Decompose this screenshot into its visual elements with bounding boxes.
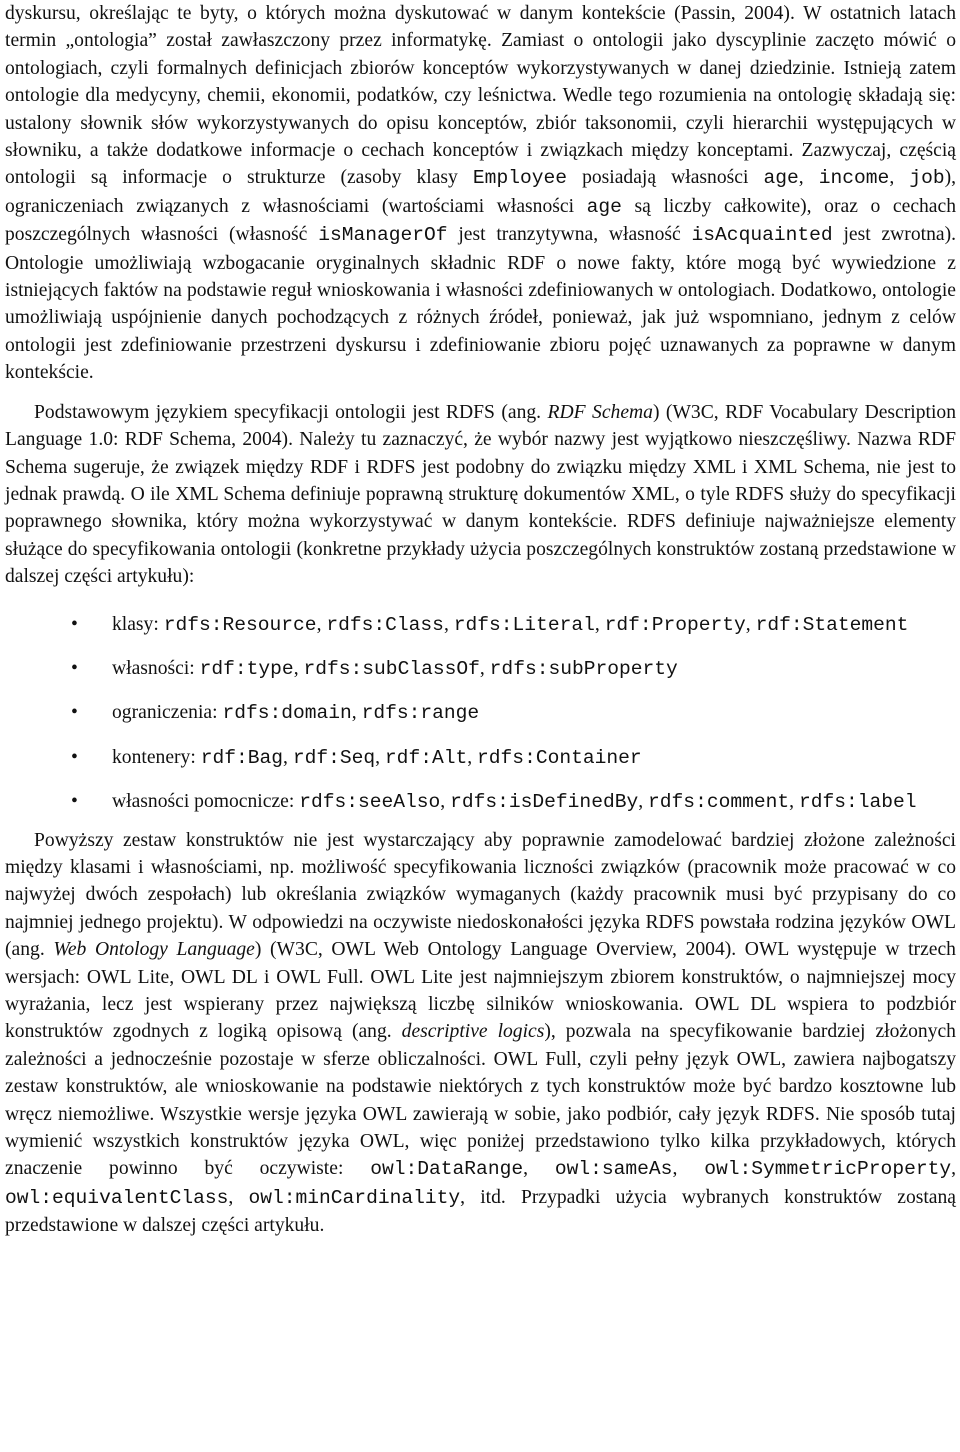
text-run: własności:	[112, 657, 200, 679]
text-run: ) (W3C, OWL Web Ontology Language Overview, 2004). OWL występuje w trzech wersjach: OWL Lite, OWL DL i OWL Full. OWL Lite jest najmniejszym zbiorem konstruktów, o najmniejszej mocy wyrażania, lecz jest wspierany przez największą liczbę silników wnioskowania. OWL DL wspiera to podzbiór konstruktów zgodnych z logiką opisową (ang.	[5, 939, 956, 1043]
bullet-marker: •	[71, 791, 78, 813]
code-term: rdf:Alt	[384, 746, 468, 769]
text-run: Powyższy zestaw konstruktów nie jest wystarczający aby poprawnie zamodelować bardziej złożone zależności między klasami i własnościami, np. możliwość specyfikowania liczności związków (pracownik może pracować w co najwyżej dwóch zespołach) lub określania związków wymaganych (każdy pracownik musi być przypisany do co najmniej jednego projektu). W odpowiedzi na oczywiste niedoskonałości języka RDFS powstała rodzina języków OWL (ang.	[5, 829, 956, 961]
text-run: , itd. Przypadki użycia wybranych konstruktów zostaną przedstawione w dalszej części artykułu.	[5, 1186, 956, 1237]
text-run: ,	[316, 613, 327, 635]
code-term: rdfs:label	[798, 791, 917, 814]
list-item-containers	[5, 744, 956, 772]
bullet-marker: •	[71, 657, 78, 679]
code-term: age	[763, 167, 799, 190]
text-run: Podstawowym językiem specyfikacji ontologii jest RDFS (ang.	[34, 401, 548, 423]
code-term: rdfs:subClassOf	[303, 657, 480, 680]
text-run: ,	[283, 746, 293, 768]
text-run: ) (W3C, RDF Vocabulary Description Language 1.0: RDF Schema, 2004). Należy tu zaznaczyć, że wybór nazwy jest wyjątkowo nieszczęśliwy. Nazwa RDF Schema sugeruje, że związek między RDF i RDFS jest podobny do związku między XML i XML Schema, nie jest to jednak prawdą. O ile XML Schema definiuje poprawną strukturę dokumentów XML, o tyle RDFS służy do specyfikacji poprawnego słownika, który można wykorzystywać w danym kontekście. RDFS definiuje najważniejsze elementy służące do specyfikowania ontologii (konkretne przykłady użycia poszczególnych konstruktów zostaną przedstawione w dalszej części artykułu):	[5, 401, 957, 588]
text-run: ,	[228, 1186, 249, 1208]
code-term: rdfs:isDefinedBy	[450, 791, 639, 814]
text-run: są liczby całkowite), oraz o cechach poszczególnych własności (własność	[5, 195, 956, 246]
code-term: rdfs:Class	[326, 613, 444, 636]
list-item-utility-properties	[5, 788, 956, 816]
italic-term: Web Ontology Language	[53, 939, 255, 961]
text-run: ,	[672, 1158, 705, 1180]
code-term: rdfs:seeAlso	[299, 791, 441, 814]
text-run: ograniczenia:	[112, 702, 223, 724]
code-term: job	[909, 167, 945, 190]
code-term: owl:DataRange	[370, 1158, 524, 1181]
list-item-text	[112, 791, 917, 812]
text-run: ,	[745, 613, 756, 635]
code-term: rdf:Bag	[200, 746, 284, 769]
code-term: rdfs:range	[361, 702, 480, 725]
text-run: klasy:	[112, 613, 164, 635]
code-term: rdfs:domain	[222, 702, 352, 725]
text-run: ,	[889, 167, 910, 189]
text-run: ,	[798, 167, 819, 189]
text-run: ,	[443, 613, 454, 635]
text-run: ), pozwala na specyfikowanie bardziej złożonych zależności a jednocześnie pozostaje w sferze obliczalności. OWL Full, czyli pełny język OWL, zawiera najbogatszy zestaw konstruktów, ale wnioskowanie na podstawie niektórych z tych konstruktów może być bardzo kosztowne lub wręcz niemożliwe. Wszystkie wersje języka OWL zawierają w sobie, jako podbiór, cały język RDFS. Nie sposób tutaj wymienić wszystkich konstruktów języka OWL, więc poniżej przedstawiono tylko kilka przykładowych, których znaczenie powinno być oczywiste:	[5, 1021, 956, 1180]
list-item-text	[112, 658, 678, 679]
text-run: ,	[375, 746, 385, 768]
code-term: rdf:type	[199, 657, 294, 680]
code-term: isManagerOf	[318, 224, 448, 247]
code-term: rdf:Seq	[292, 746, 376, 769]
code-term: owl:minCardinality	[248, 1186, 461, 1209]
bullet-marker: •	[71, 613, 78, 635]
text-run: ,	[523, 1158, 555, 1180]
text-run: własności pomocnicze:	[112, 791, 300, 813]
text-run: ,	[789, 791, 799, 813]
code-term: rdfs:Resource	[163, 613, 317, 636]
code-term: income	[818, 167, 890, 190]
list-item-text	[112, 614, 908, 635]
code-term: rdfs:subProperty	[489, 657, 678, 680]
code-term: owl:sameAs	[554, 1158, 673, 1181]
code-term: rdf:Property	[604, 613, 746, 636]
code-term: age	[586, 195, 622, 218]
list-item-classes	[5, 611, 956, 639]
code-term: owl:SymmetricProperty	[704, 1158, 952, 1181]
text-run: ,	[594, 613, 605, 635]
code-term: isAcquainted	[691, 224, 833, 247]
italic-term: RDF Schema	[547, 401, 653, 423]
code-term: rdfs:Container	[477, 746, 642, 769]
list-item-properties	[5, 655, 956, 683]
code-term: rdfs:Literal	[453, 613, 595, 636]
text-run: posiadają własności	[567, 167, 764, 189]
paragraph-owl	[5, 827, 956, 1240]
bullet-marker: •	[71, 746, 78, 768]
text-run: ,	[638, 791, 649, 813]
paragraph-rdfs	[5, 399, 956, 591]
code-term: rdf:Statement	[755, 613, 909, 636]
text-run: ,	[293, 657, 304, 679]
paragraph-ontology	[5, 0, 956, 387]
code-term: Employee	[472, 167, 567, 190]
code-term: rdfs:comment	[648, 791, 790, 814]
text-run: jest tranzytywna, własność	[447, 224, 692, 246]
italic-term: descriptive logics	[401, 1021, 545, 1043]
text-run: kontenery:	[112, 746, 201, 768]
text-run: ), ograniczeniach związanych z własnościami (wartościami własności	[5, 167, 957, 217]
list-item-text	[112, 747, 642, 768]
text-run: dyskursu, określając te byty, o których można dyskutować w danym kontekście (Passin, 2004). W ostatnich latach termin „ontologia” został zawłaszczony przez informatykę. Zamiast o ontologii jako dyscyplinie zaczęto mówić o ontologiach, czyli formalnych definicjach zbiorów konceptów wykorzystywanych w danej dziedzinie. Istnieją zatem ontologie dla medycyny, chemii, ekonomii, podatków, czy leśnictwa. Wedle tego rozumienia na ontologię składają się: ustalony słownik słów wykorzystywanych do opisu konceptów, zbiór taksonomii, czyli hierarchii występujących w słowniku, a także dodatkowe informacje o cechach konceptów i związkach między konceptami. Zazwyczaj, częścią ontologii są informacje o strukturze (zasoby klasy	[5, 3, 956, 189]
bullet-marker: •	[71, 702, 78, 724]
rdfs-constructs-list	[5, 611, 956, 817]
text-run: ,	[467, 746, 478, 768]
text-run: ,	[951, 1158, 957, 1180]
text-run: ,	[351, 702, 362, 724]
document-page	[5, 0, 956, 1240]
list-item-restrictions	[5, 699, 956, 727]
list-item-text	[112, 702, 479, 723]
text-run: jest zwrotna). Ontologie umożliwiają wzbogacanie oryginalnych składnic RDF o nowe fakty, które mogą być wywiedzione z istniejących faktów na podstawie reguł wnioskowania i własności zdefiniowanych w ontologiach. Dodatkowo, ontologie umożliwiają uspójnienie danych pochodzących z różnych źródeł, ponieważ, jak już wspomniano, jednym z celów ontologii jest zdefiniowanie przestrzeni dyskursu i zdefiniowanie zbioru pojęć uznawanych za poprawne w danym kontekście.	[5, 224, 956, 384]
text-run: ,	[479, 657, 490, 679]
code-term: owl:equivalentClass	[5, 1186, 229, 1209]
text-run: ,	[440, 791, 451, 813]
